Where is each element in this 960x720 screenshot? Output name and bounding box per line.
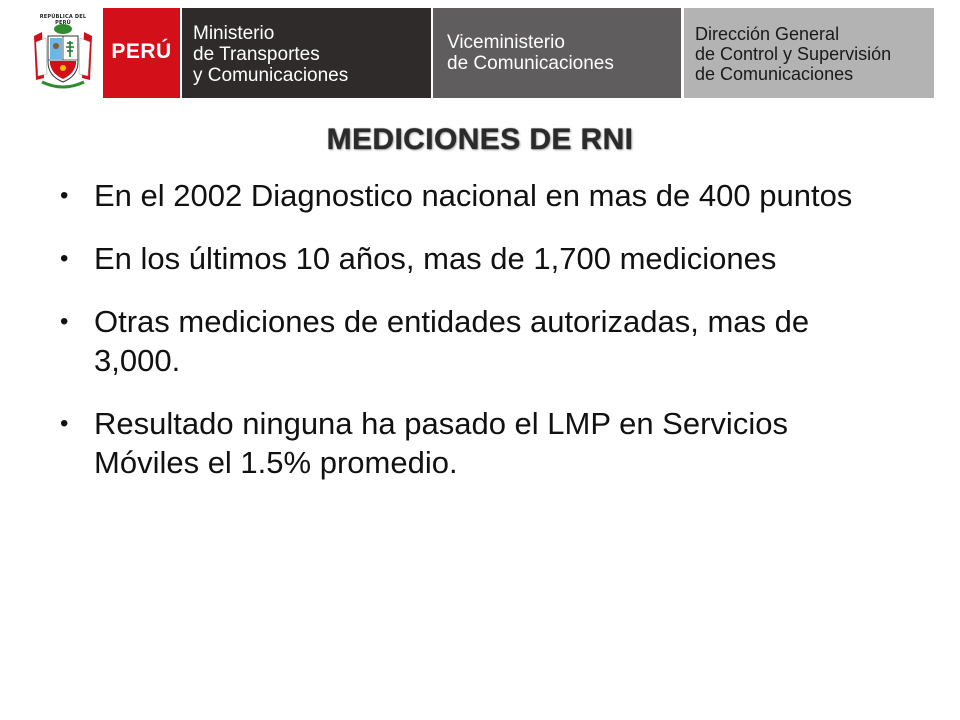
bullet-item (58, 404, 888, 482)
viceministerio-block (433, 8, 681, 98)
bullet-text: En el 2002 Diagnostico nacional en mas de 400 puntos (94, 178, 853, 213)
bullet-item (58, 302, 888, 380)
bullet-text: En los últimos 10 años, mas de 1,700 mediciones (94, 241, 777, 276)
bullet-icon: • (60, 245, 69, 272)
ministerio-line-3: y Comunicaciones (193, 65, 349, 86)
direccion-block (684, 8, 934, 98)
direccion-line-3: de Comunicaciones (695, 64, 854, 84)
slide-title: MEDICIONES DE RNI (326, 123, 634, 156)
bullet-icon: • (60, 182, 69, 209)
peru-coat-of-arms (28, 12, 98, 94)
peru-label: PERÚ (111, 40, 172, 63)
bullet-icon: • (60, 410, 69, 437)
ministerio-block (182, 8, 431, 98)
bullet-item (58, 176, 888, 215)
header-banner (0, 0, 960, 100)
ministerio-line-2: de Transportes (193, 44, 320, 65)
bullet-list (58, 176, 888, 506)
bullet-text: Otras mediciones de entidades autorizadas, mas de 3,000. (94, 304, 810, 378)
peru-brand-block (103, 8, 180, 98)
seal-text: REPÚBLICA DEL PERÚ (39, 14, 87, 26)
ministerio-line-1: Ministerio (193, 23, 275, 44)
viceministerio-line-2: de Comunicaciones (447, 53, 614, 74)
direccion-line-2: de Control y Supervisión (695, 44, 892, 64)
bullet-text: Resultado ninguna ha pasado el LMP en Servicios Móviles el 1.5% promedio. (94, 406, 788, 480)
direccion-line-1: Dirección General (695, 24, 840, 44)
bullet-item (58, 239, 888, 278)
viceministerio-line-1: Viceministerio (447, 32, 565, 53)
bullet-icon: • (60, 308, 69, 335)
